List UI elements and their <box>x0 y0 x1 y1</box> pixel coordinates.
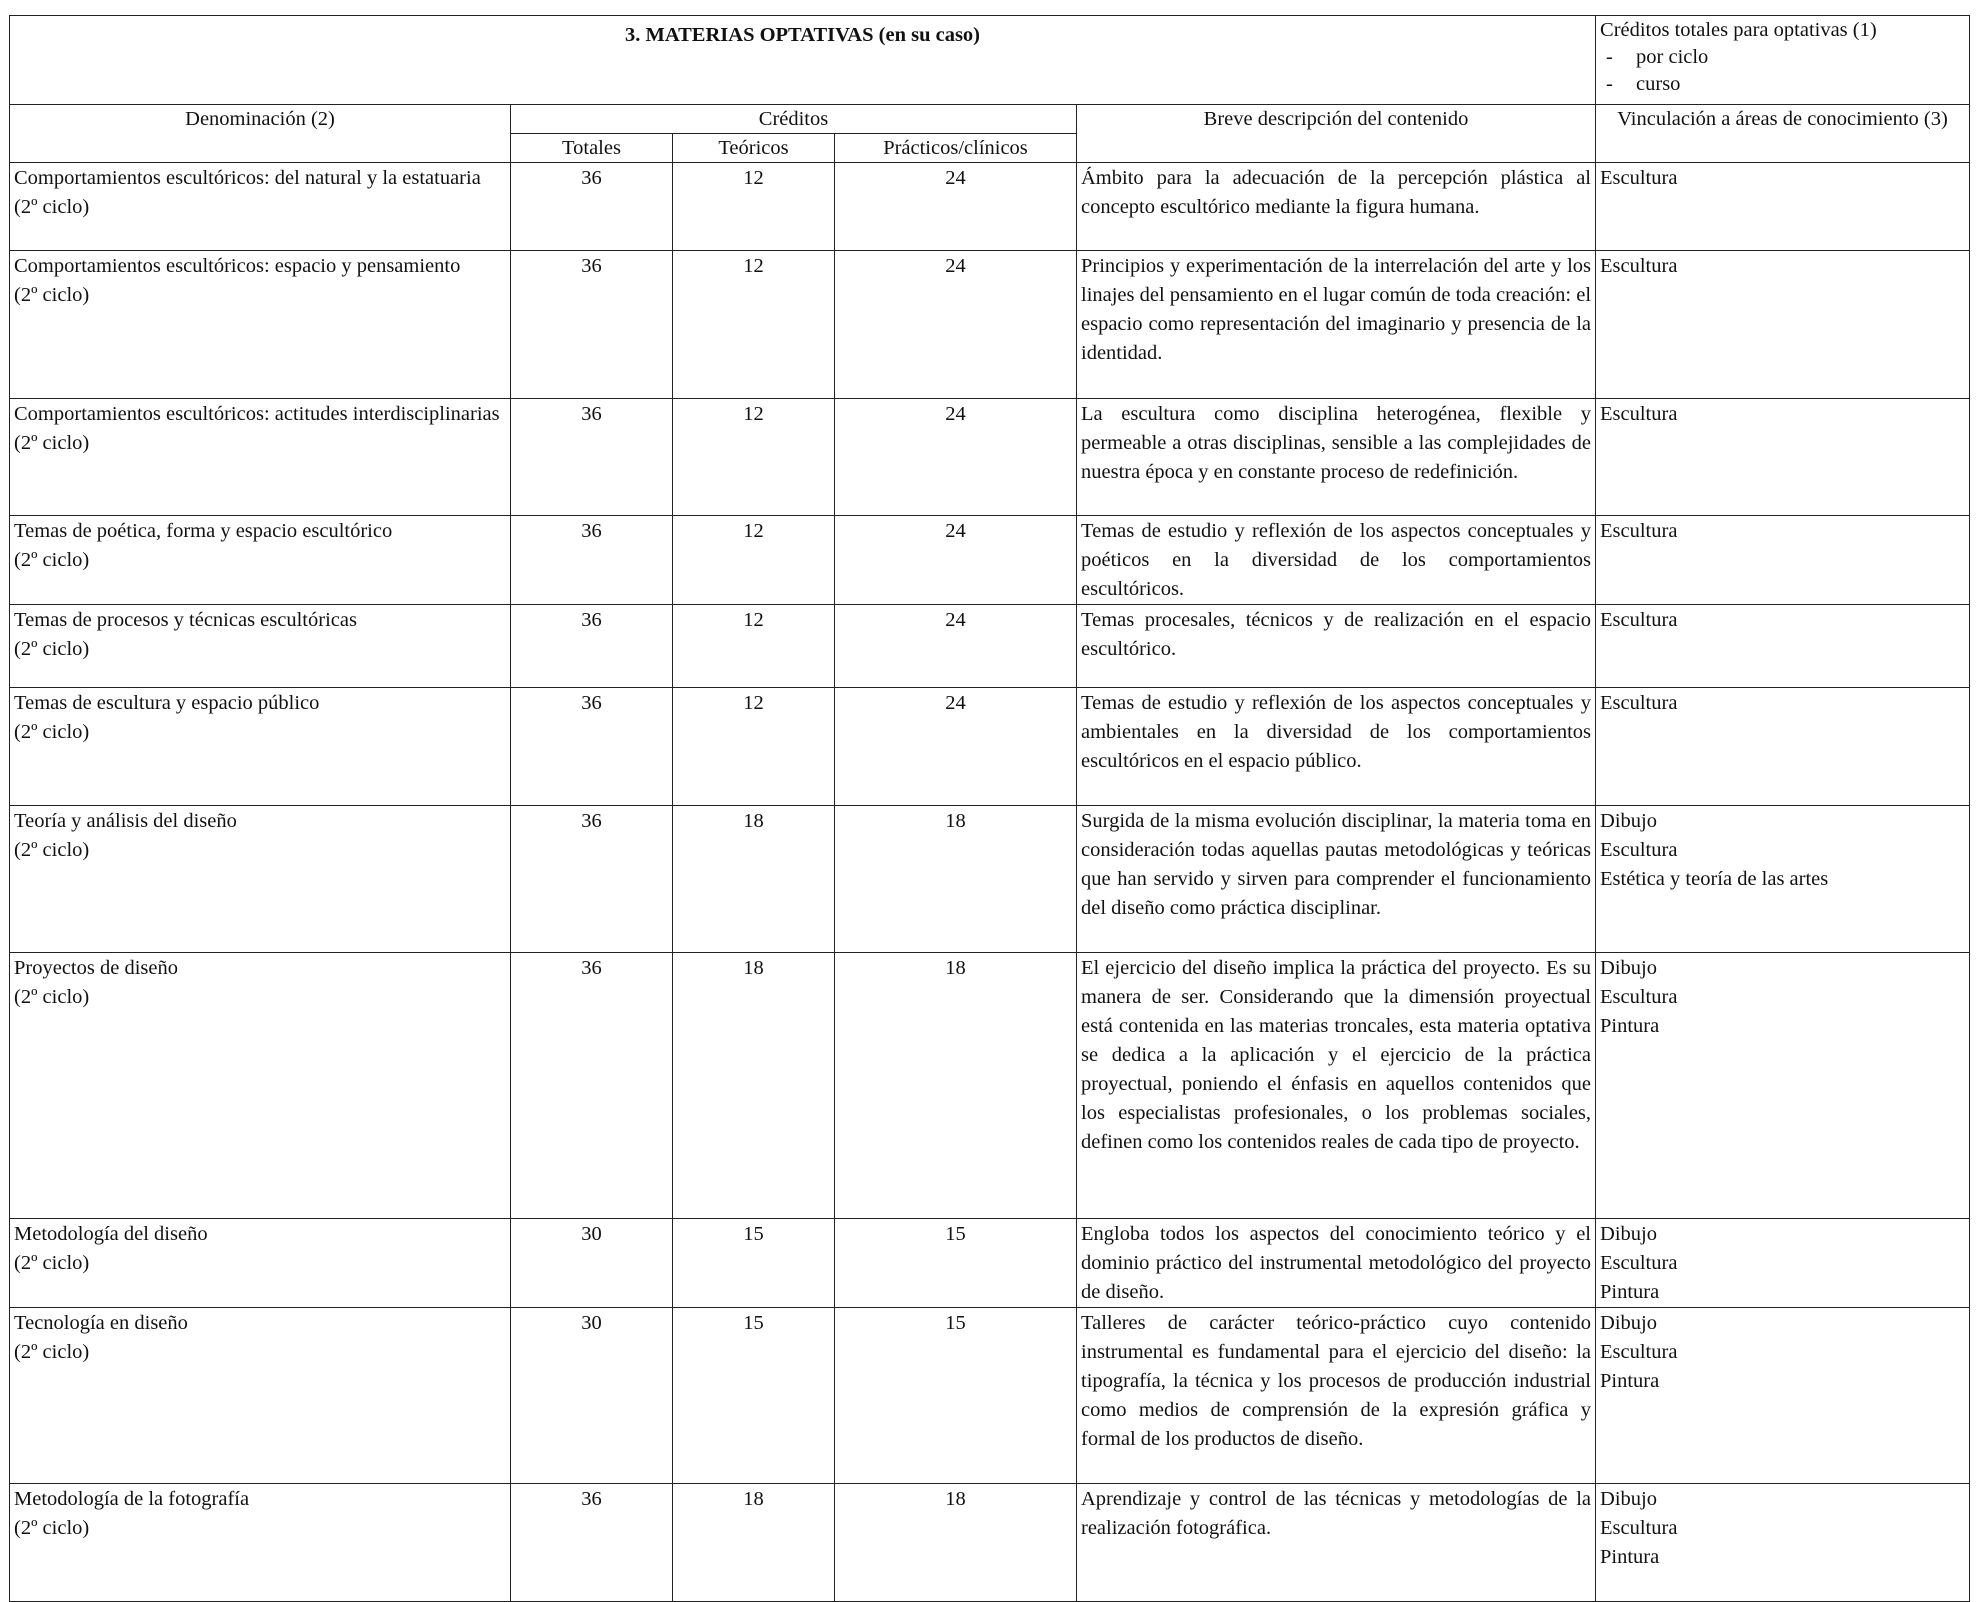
credits-teoricos: 12 <box>673 163 835 251</box>
col-header-practicos: Prácticos/clínicos <box>835 134 1077 163</box>
knowledge-area: Escultura <box>1600 1517 1678 1539</box>
col-header-creditos: Créditos <box>511 105 1077 134</box>
total-credits-label: Créditos totales para optativas (1) <box>1600 19 1877 41</box>
subject-name-cell <box>10 163 511 251</box>
table-row <box>10 953 1970 1219</box>
knowledge-areas-cell <box>1596 163 1970 251</box>
subject-cycle: (2º ciclo) <box>14 1517 90 1539</box>
knowledge-area: Dibujo <box>1600 810 1657 832</box>
knowledge-areas-cell <box>1596 806 1970 953</box>
credits-teoricos: 12 <box>673 399 835 516</box>
knowledge-areas-cell <box>1596 251 1970 399</box>
header-row-1 <box>10 105 1970 134</box>
credits-teoricos: 12 <box>673 516 835 605</box>
knowledge-areas-cell <box>1596 688 1970 806</box>
credits-totales: 36 <box>511 953 673 1219</box>
subject-cycle: (2º ciclo) <box>14 1341 90 1363</box>
subject-name: Teoría y análisis del diseño <box>14 810 237 832</box>
knowledge-area: Pintura <box>1600 1015 1660 1037</box>
title-row <box>10 16 1970 105</box>
total-credits-box <box>1596 16 1970 105</box>
credits-totales: 36 <box>511 1484 673 1602</box>
subject-name-cell <box>10 605 511 688</box>
table-row <box>10 163 1970 251</box>
credits-totales: 36 <box>511 516 673 605</box>
credits-practicos: 15 <box>835 1219 1077 1308</box>
credits-teoricos: 12 <box>673 605 835 688</box>
subject-cycle: (2º ciclo) <box>14 432 90 454</box>
knowledge-area: Escultura <box>1600 1252 1678 1274</box>
subject-name-cell <box>10 688 511 806</box>
table-row <box>10 1219 1970 1308</box>
knowledge-area: Escultura <box>1600 839 1678 861</box>
knowledge-area: Dibujo <box>1600 1312 1657 1334</box>
credits-teoricos: 12 <box>673 688 835 806</box>
credits-totales: 36 <box>511 399 673 516</box>
table-row <box>10 688 1970 806</box>
knowledge-area: Escultura <box>1600 986 1678 1008</box>
bullet-curso: - curso <box>1606 73 1681 95</box>
knowledge-area: Escultura <box>1600 255 1678 277</box>
knowledge-areas-cell <box>1596 953 1970 1219</box>
credits-practicos: 24 <box>835 516 1077 605</box>
table-row <box>10 251 1970 399</box>
subject-name-cell <box>10 806 511 953</box>
knowledge-area: Dibujo <box>1600 957 1657 979</box>
subject-description: Temas de estudio y reflexión de los aspectos conceptuales y poéticos en la diversidad de los comportamientos escultóricos. <box>1077 516 1596 605</box>
subject-name-cell <box>10 1484 511 1602</box>
subject-description: Surgida de la misma evolución disciplinar, la materia toma en consideración todas aquellas pautas metodológicas y teóricas que han servido y sirven para comprender el funcionamiento del diseño como práctica disciplinar. <box>1077 806 1596 953</box>
table-row <box>10 806 1970 953</box>
col-header-descripcion: Breve descripción del contenido <box>1077 105 1596 163</box>
subject-cycle: (2º ciclo) <box>14 196 90 218</box>
subject-name: Tecnología en diseño <box>14 1312 188 1334</box>
table-row <box>10 1484 1970 1602</box>
subject-description: Ámbito para la adecuación de la percepción plástica al concepto escultórico mediante la figura humana. <box>1077 163 1596 251</box>
subject-name: Comportamientos escultóricos: actitudes interdisciplinarias <box>14 403 500 425</box>
knowledge-area: Dibujo <box>1600 1488 1657 1510</box>
credits-teoricos: 18 <box>673 1484 835 1602</box>
bullet-por-ciclo: - por ciclo <box>1606 46 1709 68</box>
table-row <box>10 399 1970 516</box>
table-row <box>10 516 1970 605</box>
knowledge-area: Dibujo <box>1600 1223 1657 1245</box>
subject-description: Engloba todos los aspectos del conocimiento teórico y el dominio práctico del instrumental metodológico del proyecto de diseño. <box>1077 1219 1596 1308</box>
credits-teoricos: 18 <box>673 806 835 953</box>
knowledge-areas-cell <box>1596 1484 1970 1602</box>
col-header-vinculacion: Vinculación a áreas de conocimiento (3) <box>1596 105 1970 163</box>
credits-practicos: 24 <box>835 399 1077 516</box>
knowledge-area: Escultura <box>1600 1341 1678 1363</box>
subject-description: La escultura como disciplina heterogénea, flexible y permeable a otras disciplinas, sensible a las complejidades de nuestra época y en constante proceso de redefinición. <box>1077 399 1596 516</box>
knowledge-area: Pintura <box>1600 1370 1660 1392</box>
subject-name: Temas de escultura y espacio público <box>14 692 320 714</box>
knowledge-areas-cell <box>1596 1219 1970 1308</box>
knowledge-area: Estética y teoría de las artes <box>1600 868 1829 890</box>
subject-description: Temas de estudio y reflexión de los aspectos conceptuales y ambientales en la diversidad de los comportamientos escultóricos en el espacio público. <box>1077 688 1596 806</box>
subject-cycle: (2º ciclo) <box>14 638 90 660</box>
credits-teoricos: 15 <box>673 1308 835 1484</box>
credits-practicos: 18 <box>835 953 1077 1219</box>
credits-totales: 36 <box>511 806 673 953</box>
credits-practicos: 24 <box>835 688 1077 806</box>
knowledge-area: Pintura <box>1600 1546 1660 1568</box>
subject-cycle: (2º ciclo) <box>14 721 90 743</box>
subject-name: Temas de poética, forma y espacio escultórico <box>14 520 393 542</box>
knowledge-area: Escultura <box>1600 167 1678 189</box>
subject-description: El ejercicio del diseño implica la práctica del proyecto. Es su manera de ser. Considerando que la dimensión proyectual está contenida en las materias troncales, esta materia optativa se dedica a la aplicación y el ejercicio de la práctica proyectual, poniendo el énfasis en aquellos contenidos que los especialistas profesionales, o los problemas sociales, definen como los contenidos reales de cada tipo de proyecto. <box>1077 953 1596 1219</box>
knowledge-areas-cell <box>1596 399 1970 516</box>
knowledge-area: Pintura <box>1600 1281 1660 1303</box>
credits-totales: 30 <box>511 1308 673 1484</box>
subject-description: Principios y experimentación de la interrelación del arte y los linajes del pensamiento en el lugar común de toda creación: el espacio como representación del imaginario y presencia de la identidad. <box>1077 251 1596 399</box>
knowledge-area: Escultura <box>1600 520 1678 542</box>
subject-name: Metodología del diseño <box>14 1223 208 1245</box>
credits-teoricos: 18 <box>673 953 835 1219</box>
subject-description: Aprendizaje y control de las técnicas y metodologías de la realización fotográfica. <box>1077 1484 1596 1602</box>
col-header-teoricos: Teóricos <box>673 134 835 163</box>
credits-practicos: 18 <box>835 806 1077 953</box>
knowledge-area: Escultura <box>1600 692 1678 714</box>
subject-description: Temas procesales, técnicos y de realización en el espacio escultórico. <box>1077 605 1596 688</box>
table-body <box>10 163 1970 1602</box>
optional-subjects-table <box>9 15 1970 1602</box>
col-header-totales: Totales <box>511 134 673 163</box>
subject-name: Temas de procesos y técnicas escultóricas <box>14 609 357 631</box>
subject-cycle: (2º ciclo) <box>14 284 90 306</box>
credits-practicos: 15 <box>835 1308 1077 1484</box>
knowledge-area: Escultura <box>1600 403 1678 425</box>
credits-teoricos: 12 <box>673 251 835 399</box>
credits-practicos: 18 <box>835 1484 1077 1602</box>
credits-practicos: 24 <box>835 163 1077 251</box>
subject-cycle: (2º ciclo) <box>14 549 90 571</box>
subject-cycle: (2º ciclo) <box>14 986 90 1008</box>
subject-name: Comportamientos escultóricos: del natural y la estatuaria <box>14 167 481 189</box>
credits-teoricos: 15 <box>673 1219 835 1308</box>
table-row <box>10 1308 1970 1484</box>
col-header-denominacion: Denominación (2) <box>10 105 511 163</box>
knowledge-areas-cell <box>1596 1308 1970 1484</box>
credits-totales: 36 <box>511 251 673 399</box>
subject-name: Metodología de la fotografía <box>14 1488 250 1510</box>
section-title: 3. MATERIAS OPTATIVAS (en su caso) <box>10 16 1596 105</box>
subject-name-cell <box>10 1219 511 1308</box>
knowledge-areas-cell <box>1596 516 1970 605</box>
subject-name: Proyectos de diseño <box>14 957 178 979</box>
credits-totales: 36 <box>511 688 673 806</box>
subject-name-cell <box>10 1308 511 1484</box>
subject-name-cell <box>10 399 511 516</box>
credits-totales: 30 <box>511 1219 673 1308</box>
table-row <box>10 605 1970 688</box>
credits-practicos: 24 <box>835 605 1077 688</box>
credits-totales: 36 <box>511 605 673 688</box>
subject-cycle: (2º ciclo) <box>14 1252 90 1274</box>
subject-name-cell <box>10 516 511 605</box>
credits-totales: 36 <box>511 163 673 251</box>
subject-name-cell <box>10 251 511 399</box>
subject-name: Comportamientos escultóricos: espacio y pensamiento <box>14 255 461 277</box>
subject-name-cell <box>10 953 511 1219</box>
subject-cycle: (2º ciclo) <box>14 839 90 861</box>
subject-description: Talleres de carácter teórico-práctico cuyo contenido instrumental es fundamental para el ejercicio del diseño: la tipografía, la técnica y los procesos de producción industrial como medios de comprensión de la expresión gráfica y formal de los productos de diseño. <box>1077 1308 1596 1484</box>
knowledge-areas-cell <box>1596 605 1970 688</box>
knowledge-area: Escultura <box>1600 609 1678 631</box>
credits-practicos: 24 <box>835 251 1077 399</box>
